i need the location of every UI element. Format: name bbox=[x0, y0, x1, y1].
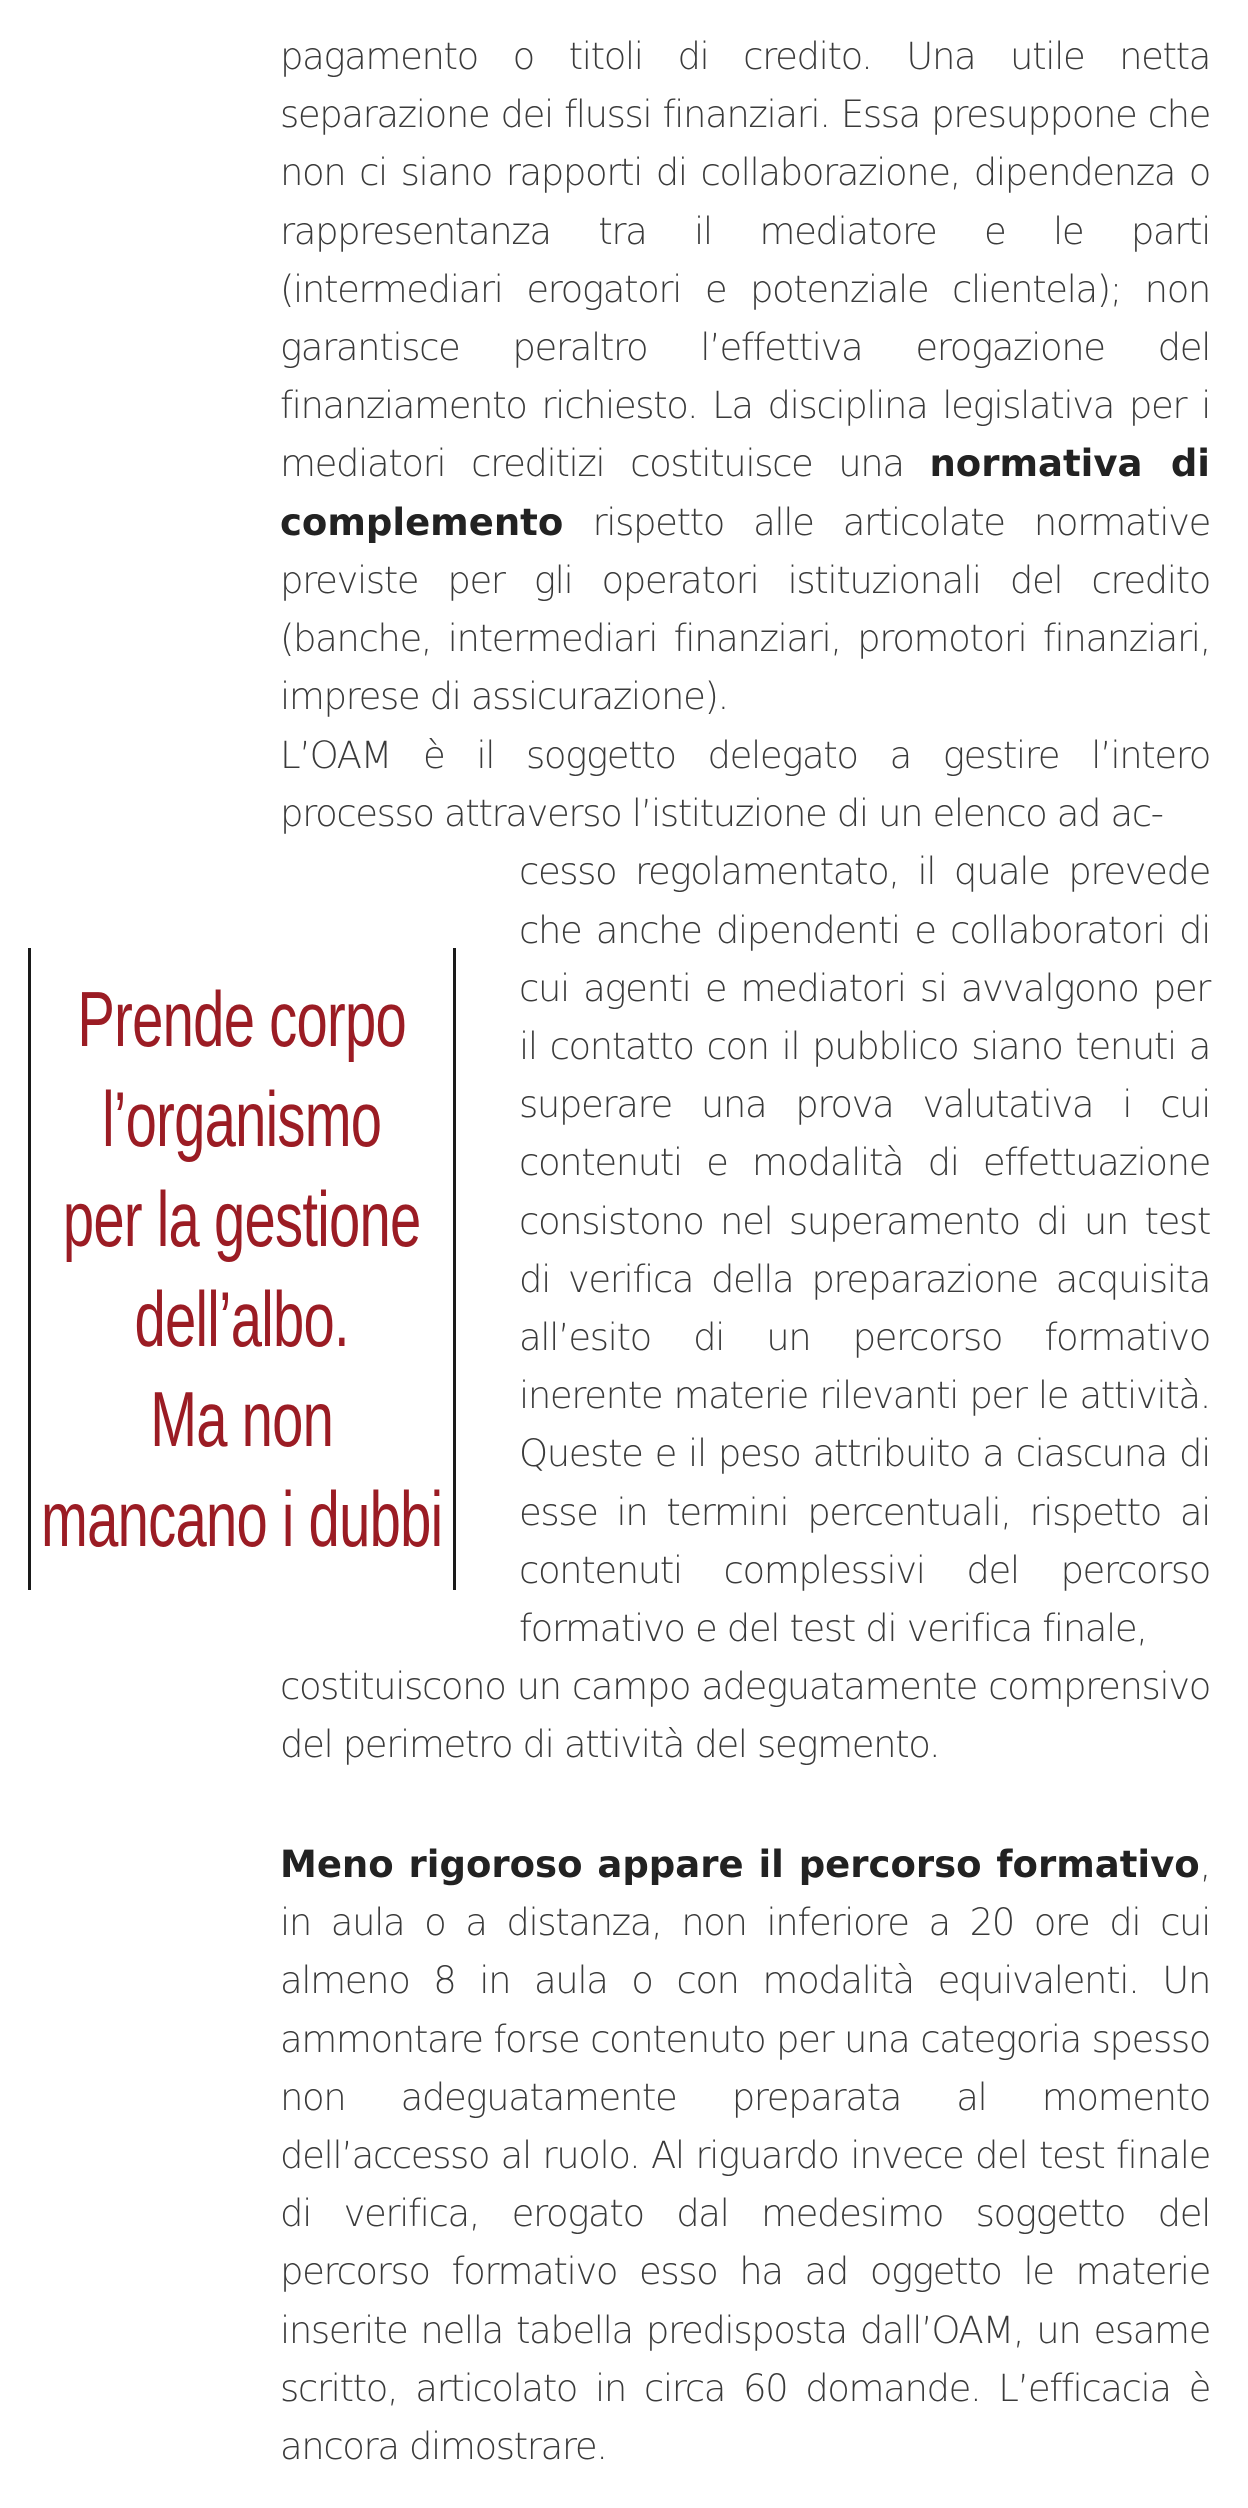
pull-quote-line: Ma non bbox=[150, 1375, 334, 1463]
para1-text-after: rispetto alle articolate normative previste per gli operatori istituzionali del credito (banche, intermediari finanziari, promotori finanziari, imprese di assicurazione). bbox=[280, 500, 1210, 719]
para1-text-before: pagamento o titoli di credito. Una utile netta separazione dei flussi finanziari. Essa presuppone che non ci siano rapporti di collaborazione, dipendenza o rappresentanza tra il mediatore e le parti (intermediari erogatori e potenziale clientela); non garantisce peraltro l’effettiva erogazione del finanziamento richiesto. La disciplina legislativa per i mediatori creditizi costituisce una bbox=[280, 35, 1210, 486]
para3-text: , in aula o a distanza, non inferiore a 20 ore di cui almeno 8 in aula o con modalità equivalenti. Un ammontare forse contenuto per una categoria spesso non adeguatamente preparata al momento dell’accesso al ruolo. Al riguardo invece del test finale di verifica, erogato dal medesimo soggetto del percorso formativo esso ha ad oggetto le materie inserite nella tabella predisposta dall’OAM, un esame scritto, articolato in circa 60 domande. L’efficacia è ancora dimostrare. bbox=[280, 1843, 1210, 2469]
body-paragraph-1 bbox=[280, 28, 1210, 726]
para3-bold-lead: Meno rigoroso appare il percorso formativo bbox=[280, 1843, 1200, 1886]
pull-quote-line: per la gestione bbox=[63, 1175, 421, 1263]
pull-quote-line: Prende corpo bbox=[77, 975, 407, 1063]
para2-wrapped-text: cesso regolamentato, il quale prevede che anche dipendenti e collaboratori di cui agenti e mediatori si avvalgono per il contatto con il pubblico siano tenuti a superare una prova valutativa i cui contenuti e modalità di effettuazione consistono nel superamento di un test di verifica della preparazione acquisita all’esito di un percorso formativo inerente materie rilevanti per le attività. Queste e il peso attribuito a ciascuna di esse in termini percentuali, rispetto ai contenuti complessivi del percorso formativo e del test di verifica finale, bbox=[519, 850, 1210, 1651]
pull-quote-line: dell’albo. bbox=[134, 1275, 350, 1363]
pull-quote-line: l’organismo bbox=[102, 1075, 382, 1163]
para2-tail: costituiscono un campo adeguatamente comprensivo del perimetro di attività del segmento. bbox=[280, 1665, 1210, 1767]
para1-bold-phrase: normativa di complemento bbox=[280, 442, 1210, 544]
para2-full-lines: L’OAM è il soggetto delegato a gestire l’intero processo attraverso l’istituzione di un elenco ad ac- bbox=[280, 734, 1210, 836]
pull-quote-box bbox=[28, 948, 456, 1590]
pull-quote bbox=[41, 969, 442, 1569]
pull-quote-line: mancano i dubbi bbox=[41, 1475, 443, 1563]
body-paragraph-3 bbox=[280, 1836, 1210, 2476]
